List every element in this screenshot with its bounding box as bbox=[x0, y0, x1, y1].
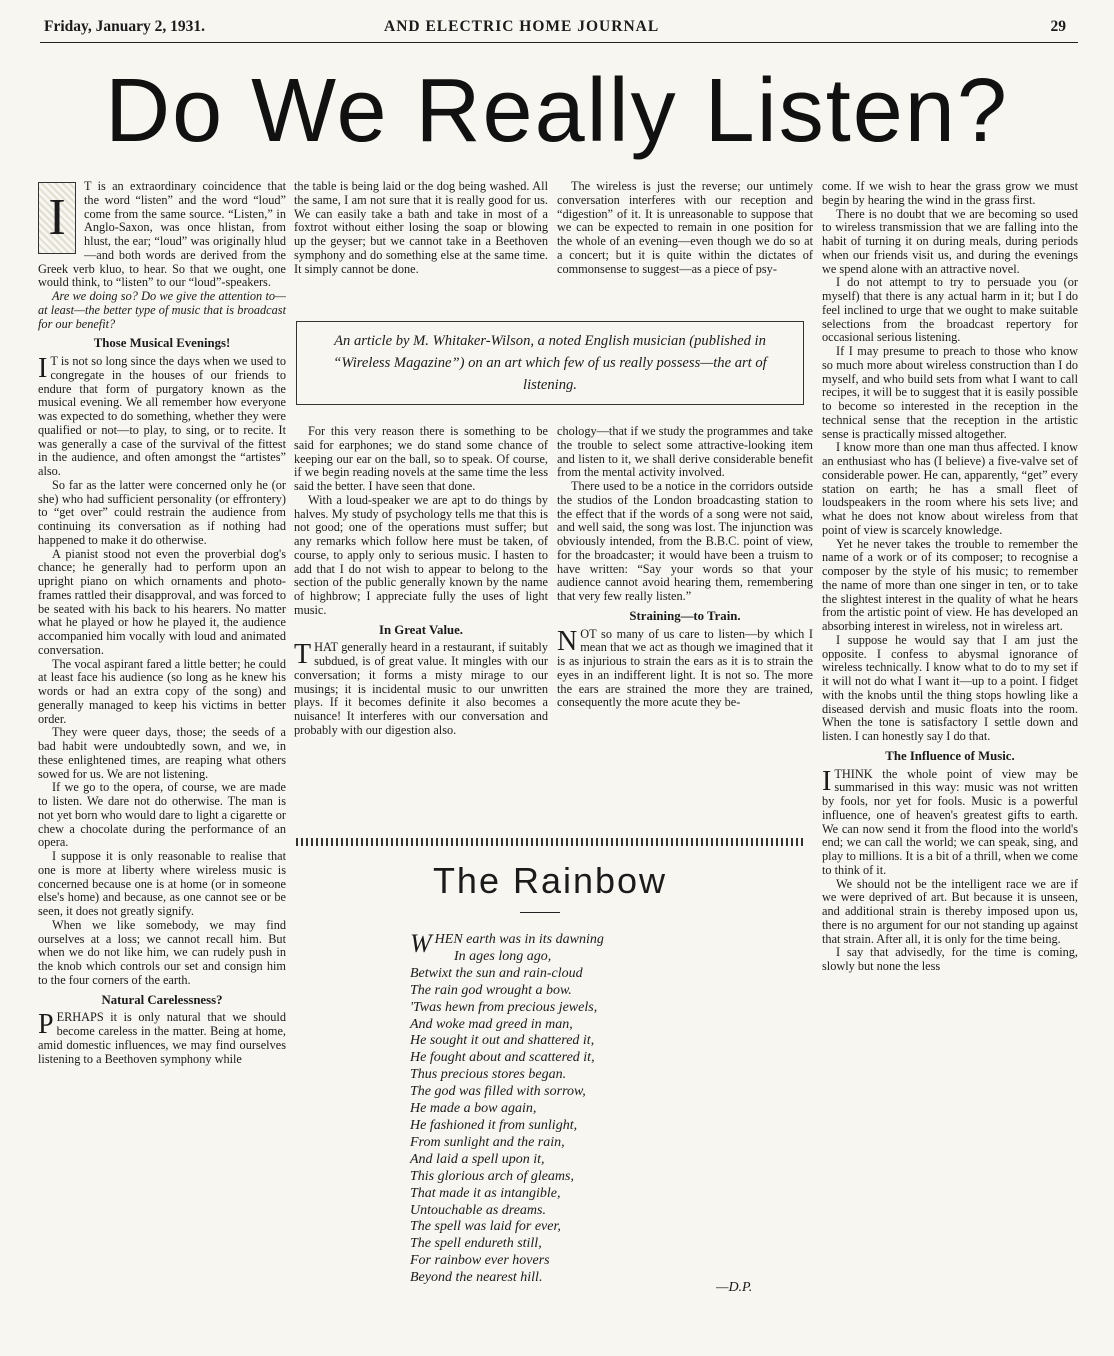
initial-cap: I bbox=[822, 765, 832, 797]
ornamental-divider bbox=[296, 838, 804, 846]
subheading: Those Musical Evenings! bbox=[93, 336, 231, 351]
paragraph: I suppose he would say that I am just the opposite. I confess to abysmal ignorance of wireless technically. I know what to do to my set if it will not do what I want it—up to a point. I fidget with the knobs until the thing stops howling like a diseased dervish and music floats into the room. When the tone is satisfactory I settle down and listen. I can honestly say I do that. bbox=[822, 632, 1078, 743]
initial-cap: W bbox=[410, 929, 432, 958]
title-rule bbox=[520, 912, 560, 913]
paragraph: With a loud-speaker we are apt to do things by halves. My study of psychology tells me that this is not good; one of the operations must suffer; but any remarks which follow here must be taken, of course, to apply only to serious music. I hasten to add that I do not wish to appear to belong to the section of the public generally known by the name of highbrow; I appreciate fully the uses of light music. bbox=[294, 492, 548, 617]
paragraph: They were queer days, those; the seeds of a bad habit were undoubtedly sown, and we, in these enlightened times, are reaping what others sowed for us. We are not listening. bbox=[38, 725, 286, 781]
subheading: The Influence of Music. bbox=[885, 748, 1015, 763]
paragraph: OT so many of us care to listen—by which I mean that we act as though we imagined that it is as injurious to strain the ears as it is to strain the eyes in an indifferent light. It is not so. The more the ears are strained the more they are trained, consequently the more acute they be- bbox=[557, 626, 813, 710]
paragraph: So far as the latter were concerned only he (or she) who had sufficient personality (or effrontery) to “get over” could restrain the audience from continuing its conversation as if nothing had happened to make it do otherwise. bbox=[38, 477, 286, 547]
poem-line: The rain god wrought a bow. bbox=[410, 982, 572, 998]
paragraph: When we like somebody, we may find ourselves at a loss; we cannot recall him. But when we do not like him, we can rudely push in the knob which controls our set and consign him to the four corners of the earth. bbox=[38, 917, 286, 987]
paragraph: There used to be a notice in the corridors outside the studios of the London broadcasting station to the effect that if the words of a song were not said, and well said, the song was lost. The injunction was obviously intended, from the B.B.C. point of view, for the broadcaster; it would have been a truism to have written: “Say your words so that your audience cannot avoid hearing them, remembering that very few really listen.” bbox=[557, 479, 813, 603]
paragraph: Yet he never takes the trouble to remember the name of a work or of its composer; to recognise a composer by the style of his music; to remember the name of more than one singer in ten, or to take the slightest interest in the quality of what he hears from the artistic point of view. He has developed an absorbing interest in wireless, not in wireless art. bbox=[822, 536, 1078, 633]
initial-cap: N bbox=[557, 625, 578, 657]
journal-title: AND ELECTRIC HOME JOURNAL bbox=[384, 18, 660, 35]
poem-title: The Rainbow bbox=[432, 860, 668, 901]
column-1 bbox=[38, 180, 286, 1066]
intro-text: An article by M. Whitaker-Wilson, a noted English musician (published in “Wireless Magazine”) on an art which few of us really possess—the art of listening. bbox=[333, 333, 767, 393]
poem-line: And woke mad greed in man, bbox=[410, 1016, 573, 1032]
paragraph: chology—that if we study the programmes and take the trouble to select some attractive-looking item and listen to it, we shall derive considerable benefit from the mental activity involved. bbox=[557, 424, 813, 480]
paragraph: I say that advisedly, for the time is coming, slowly but none the less bbox=[822, 945, 1078, 973]
initial-cap: T bbox=[294, 639, 312, 671]
poem-line: That made it as intangible, bbox=[410, 1185, 561, 1201]
poem-line: WHEN earth was in its dawning bbox=[410, 929, 604, 958]
page-number: 29 bbox=[1050, 18, 1066, 35]
paragraph: We should not be the intelligent race we are if we were deprived of art. But because it is unseen, and additional strain is thereby imposed upon us, there is no argument for our not standing up against that strain. After all, it is only for the time being. bbox=[822, 876, 1078, 946]
paragraph: T is an extraordinary coincidence that the word “listen” and the word “loud” come from the same source. “Listen,” in Anglo-Saxon, was once hlistan, from hlust, the ear; “loud” was originally hlud—and both words are derived from the Greek verb kluo, to hear. So that we ought, one would think, to “listen” to our “loud”-speakers. bbox=[38, 179, 286, 290]
poem-line: Betwixt the sun and rain-cloud bbox=[410, 965, 583, 981]
poem-body bbox=[410, 929, 790, 1287]
article-intro-box bbox=[296, 321, 804, 405]
initial-cap: P bbox=[38, 1009, 54, 1041]
column-4 bbox=[822, 180, 1078, 974]
poem-line: The god was filled with sorrow, bbox=[410, 1084, 586, 1100]
subheading: In Great Value. bbox=[378, 622, 464, 637]
ornate-dropcap: I bbox=[38, 182, 76, 254]
paragraph: T is not so long since the days when we used to congregate in the houses of our friends to endure that form of purgatory known as the musical evening. We all remember how everyone was expected to do something, whether they were qualified or not—to play, to sing, or to recite. It was generally a case of the survival of the fittest in the audience, and often amongst the “artistes” also. bbox=[38, 354, 286, 478]
paragraph: For this very reason there is something to be said for earphones; we do stand some chance of keeping our ear on the ball, so to speak. Of course, if we begin reading novels at the same time the less said the better. I have seen that done. bbox=[294, 424, 548, 493]
paragraph: ERHAPS it is only natural that we should become careless in the matter. Being at home, amid domestic influences, we may find ourselves listening to a Beethoven symphony while bbox=[38, 1010, 286, 1066]
header-rule bbox=[40, 42, 1078, 43]
paragraph: The vocal aspirant fared a little better; he could at least face his audience (so long as he knew his words or had an extra copy of the song) and generally managed to keep his victims in better order. bbox=[38, 656, 286, 726]
paragraph: I suppose it is only reasonable to realise that one is more at liberty where wireless music is concerned because one is at home (or in someone else's home) and because, as one cannot see or be seen, it does not greatly signify. bbox=[38, 849, 286, 918]
poem-line: The spell endureth still, bbox=[410, 1236, 542, 1252]
paragraph: the table is being laid or the dog being washed. All the same, I am not sure that it is really good for us. We can easily take a bath and take in most of a foxtrot without either losing the soap or blowing up the geyser; but we cannot take in a Beethoven symphony and do something else at the same time. It simply cannot be done. bbox=[294, 179, 548, 276]
column-2-bottom bbox=[294, 425, 548, 738]
poem-line: He fought about and scattered it, bbox=[410, 1050, 595, 1066]
paragraph: If I may presume to preach to those who know so much more about wireless construction than I do myself, and who build sets from what I want to call recipes, it will be to suggest that it is easily possible to become so interested in the reception in the technical sense that the reception in the artistic sense is practically missed altogether. bbox=[822, 344, 1078, 441]
poem-line: This glorious arch of gleams, bbox=[410, 1168, 574, 1184]
paragraph: If we go to the opera, of course, we are made to listen. We dare not do otherwise. The man is not yet born who would dare to light a cigarette or chew a chocolate during the performance of an opera. bbox=[38, 780, 286, 850]
poem-line: He fashioned it from sunlight, bbox=[410, 1117, 578, 1133]
initial-cap: I bbox=[38, 353, 48, 384]
paragraph: THINK the whole point of view may be summarised in this way: music was not written by fools, nor yet for fools. Music is a powerful influence, one of heaven's greatest gifts to earth. We can now send it from the flood into the world's end; we can call the world; we can speak, sing, and play to millions. It is a bit of a thrill, when we come to think of it. bbox=[822, 766, 1078, 877]
paragraph: A pianist stood not even the proverbial dog's chance; he generally had to perform upon an upright piano on which ornaments and photo-frames rattled their disapproval, and was forced to be seated with his back to his hearers. No matter what he played or how he played it, the audience accompanied him vocally with loud and animated conversation. bbox=[38, 546, 286, 657]
article-headline: Do We Really Listen? bbox=[105, 61, 1009, 161]
issue-date: Friday, January 2, 1931. bbox=[44, 18, 206, 35]
poem-line: Beyond the nearest hill. bbox=[410, 1270, 543, 1286]
page-header bbox=[44, 18, 1074, 42]
poem-line: In ages long ago, bbox=[454, 948, 552, 964]
poem-line: For rainbow ever hovers bbox=[410, 1253, 550, 1269]
subheading: Straining—to Train. bbox=[629, 608, 741, 623]
subheading: Natural Carelessness? bbox=[101, 992, 223, 1007]
column-3-bottom bbox=[557, 425, 813, 710]
poem-line: The spell was laid for ever, bbox=[410, 1219, 561, 1235]
poem-line: He made a bow again, bbox=[410, 1101, 537, 1117]
poem-line: Thus precious stores began. bbox=[410, 1067, 567, 1083]
paragraph: There is no doubt that we are becoming so used to wireless transmission that we are falling into the habit of turning it on during meals, during periods when our friends visit us, and during the evenings we spend alone with an attractive novel. bbox=[822, 206, 1078, 276]
paragraph: The wireless is just the reverse; our untimely conversation interferes with our reception and “digestion” of it. It is unreasonable to suppose that we can be expected to remain in one position for the whole of an evening—even though we do so at a concert; but it is quite within the dictates of commonsense to suggest—as a piece of psy- bbox=[557, 179, 813, 276]
poem-line: And laid a spell upon it, bbox=[410, 1151, 545, 1167]
paragraph: HAT generally heard in a restaurant, if suitably subdued, is of great value. It mingles with our conversation; it forms a misty mirage to our musings; it is incidental music to our unwritten plays. If it becomes definite it also becomes a nuisance! It interferes with our conversation and probably with our digestion also. bbox=[294, 640, 548, 737]
column-2-top bbox=[294, 180, 548, 276]
column-3-top bbox=[557, 180, 813, 276]
paragraph: Are we doing so? Do we give the attention to—at least—the better type of music that is broadcast for our benefit? bbox=[38, 289, 286, 331]
paragraph: I know more than one man thus affected. I know an enthusiast who has (I believe) a five-valve set of considerable power. He can, apparently, “get” every station on earth; he has a small fleet of loudspeakers in the room where his sets live; and what he does not know about wireless from that point of view is scarcely knowledge. bbox=[822, 440, 1078, 537]
poem-line: From sunlight and the rain, bbox=[410, 1134, 565, 1150]
poem-line: Untouchable as dreams. bbox=[410, 1202, 546, 1218]
poem-signature: —D.P. bbox=[716, 1280, 753, 1295]
poem-line: 'Twas hewn from precious jewels, bbox=[410, 999, 598, 1015]
paragraph: come. If we wish to hear the grass grow we must begin by hearing the wind in the grass first. bbox=[822, 179, 1078, 207]
poem-line: He sought it out and shattered it, bbox=[410, 1033, 595, 1049]
paragraph: I do not attempt to try to persuade you (or myself) that there is any actual harm in it; but I do feel inclined to urge that we ought to make suitable selections from the broadcast repertory for occasional serious listening. bbox=[822, 275, 1078, 345]
